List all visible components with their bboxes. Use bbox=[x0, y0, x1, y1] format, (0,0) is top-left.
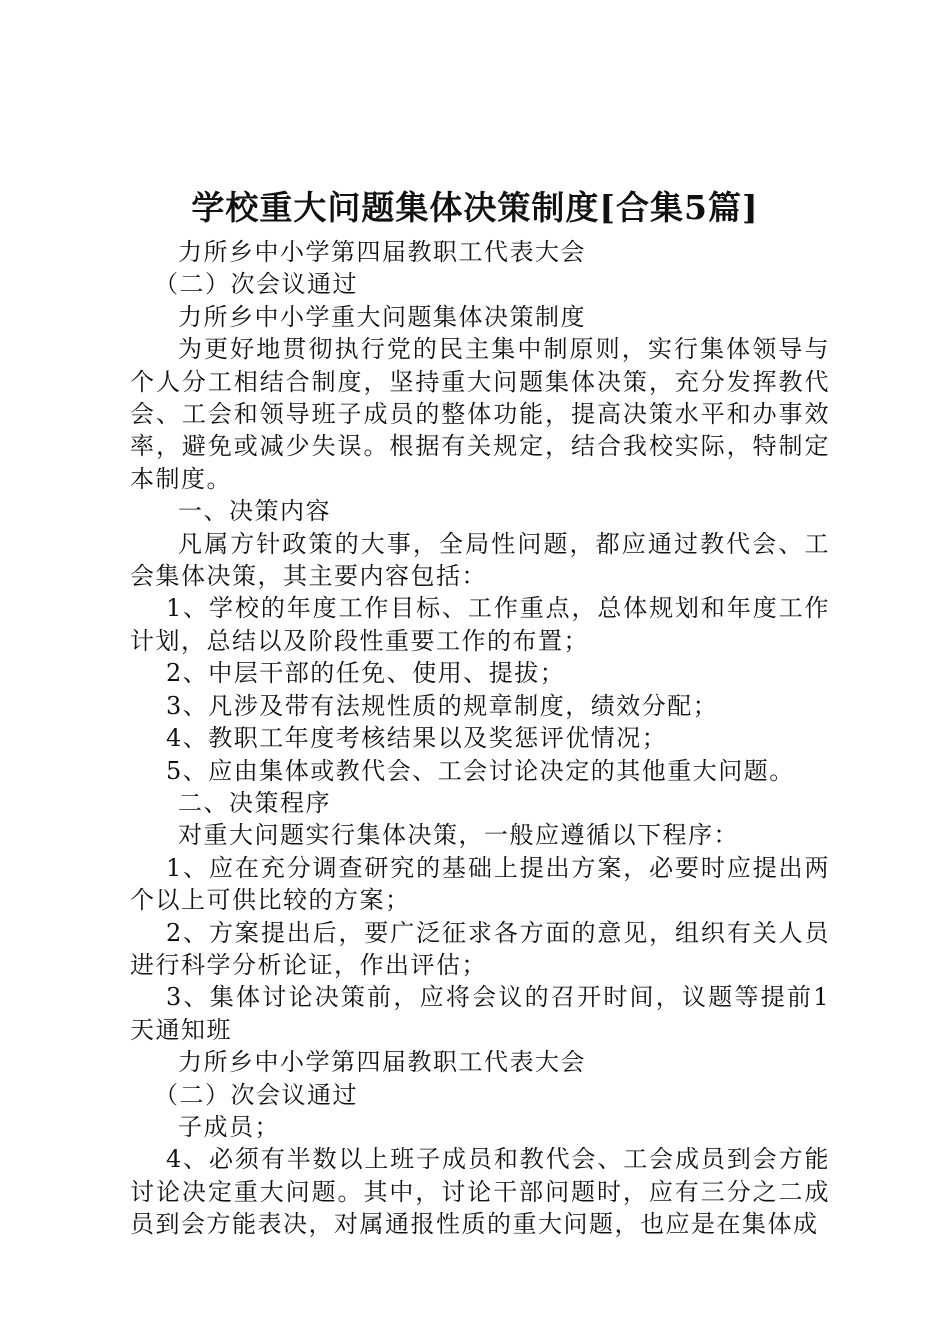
paragraph: （二）次会议通过 bbox=[154, 1080, 358, 1109]
document-title: 学校重大问题集体决策制度[合集5篇] bbox=[191, 188, 759, 227]
list-item: 3、集体讨论决策前，应将会议的召开时间，议题等提前1天通知班 bbox=[130, 983, 830, 1044]
paragraph: 对重大问题实行集体决策，一般应遵循以下程序： bbox=[178, 821, 739, 850]
section-heading: 二、决策程序 bbox=[178, 788, 331, 817]
paragraph: （二）次会议通过 bbox=[154, 270, 358, 299]
paragraph: 力所乡中小学第四届教职工代表大会 bbox=[178, 1048, 586, 1077]
paragraph: 子成员； bbox=[178, 1112, 280, 1141]
list-item: 2、中层干部的任免、使用、提拔； bbox=[166, 659, 566, 688]
list-item: 4、必须有半数以上班子成员和教代会、工会成员到会方能讨论决定重大问题。其中，讨论干部问题时，应有三分之二成员到会方能表决，对属通报性质的重大问题，也应是在集体成 bbox=[130, 1145, 830, 1239]
list-item: 2、方案提出后，要广泛征求各方面的意见，组织有关人员进行科学分析论证，作出评估； bbox=[130, 918, 830, 979]
paragraph: 凡属方针政策的大事，全局性问题，都应通过教代会、工会集体决策，其主要内容包括： bbox=[130, 529, 830, 591]
list-item: 4、教职工年度考核结果以及奖惩评优情况； bbox=[166, 724, 668, 753]
document-body bbox=[130, 236, 830, 1241]
list-item: 3、凡涉及带有法规性质的规章制度，绩效分配； bbox=[166, 691, 719, 720]
list-item: 1、应在充分调查研究的基础上提出方案，必要时应提出两个以上可供比较的方案； bbox=[130, 853, 830, 915]
paragraph: 力所乡中小学第四届教职工代表大会 bbox=[178, 238, 586, 266]
section-heading: 一、决策内容 bbox=[178, 497, 331, 526]
list-item: 1、学校的年度工作目标、工作重点，总体规划和年度工作计划，总结以及阶段性重要工作的布置； bbox=[130, 594, 830, 655]
paragraph: 力所乡中小学重大问题集体决策制度 bbox=[178, 302, 586, 331]
paragraph: 为更好地贯彻执行党的民主集中制原则，实行集体领导与个人分工相结合制度，坚持重大问题集体决策，充分发挥教代会、工会和领导班子成员的整体功能，提高决策水平和办事效率，避免或减少失误。根据有关规定，结合我校实际，特制定本制度。 bbox=[130, 335, 830, 493]
list-item: 5、应由集体或教代会、工会讨论决定的其他重大问题。 bbox=[166, 756, 795, 785]
